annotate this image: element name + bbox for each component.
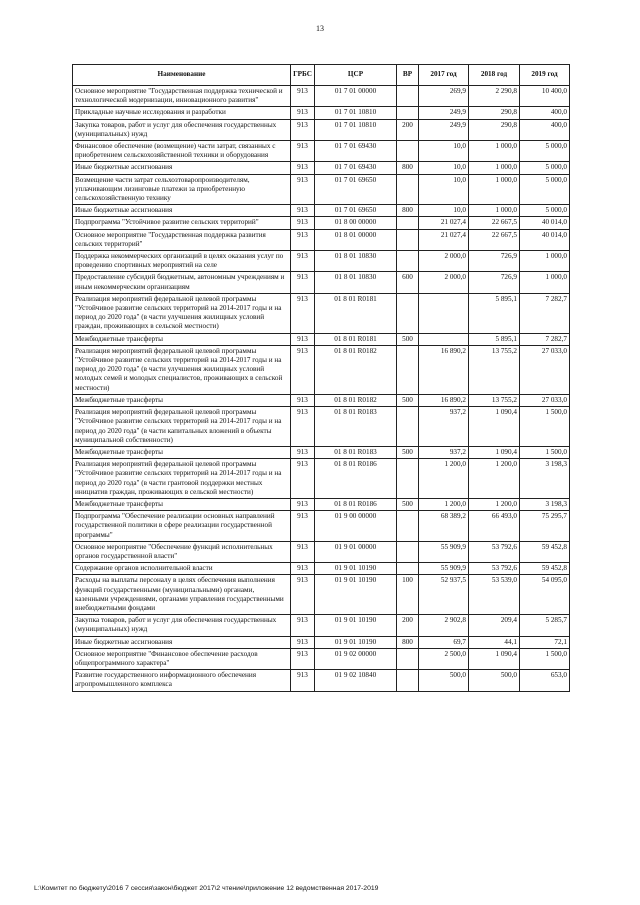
- table-row: [73, 162, 570, 174]
- cell-2019: 7 282,7: [520, 293, 570, 333]
- table-row: [73, 511, 570, 542]
- table-row: [73, 174, 570, 205]
- cell-2017: 69,7: [419, 636, 469, 648]
- col-header-csr: ЦСР: [315, 65, 397, 86]
- col-header-name: Наименование: [73, 65, 291, 86]
- cell-vr: [397, 407, 419, 447]
- cell-csr: 01 8 01 R0183: [315, 446, 397, 458]
- cell-2018: 13 755,2: [469, 345, 520, 394]
- cell-2019: 1 500,0: [520, 407, 570, 447]
- cell-2019: 653,0: [520, 670, 570, 691]
- cell-2018: 1 200,0: [469, 498, 520, 510]
- cell-grbs: 913: [291, 162, 315, 174]
- cell-2017: 500,0: [419, 670, 469, 691]
- cell-2019: 27 033,0: [520, 394, 570, 406]
- cell-name: Финансовое обеспечение (возмещение) части затрат, связанных с приобретением сельскохозяйственной техники и оборудования: [73, 141, 291, 162]
- cell-2018: 66 493,0: [469, 511, 520, 542]
- cell-grbs: 913: [291, 119, 315, 140]
- cell-2019: 59 452,8: [520, 563, 570, 575]
- cell-2018: 290,8: [469, 119, 520, 140]
- cell-name: Закупка товаров, работ и услуг для обеспечения государственных (муниципальных) нужд: [73, 119, 291, 140]
- cell-2018: 53 792,6: [469, 541, 520, 562]
- table-row: [73, 107, 570, 119]
- cell-2018: 209,4: [469, 615, 520, 636]
- cell-2019: 54 095,0: [520, 575, 570, 615]
- cell-name: Межбюджетные трансферты: [73, 333, 291, 345]
- cell-2018: 1 090,4: [469, 446, 520, 458]
- cell-2018: 2 290,8: [469, 86, 520, 107]
- cell-2017: 16 890,2: [419, 394, 469, 406]
- cell-2019: 75 295,7: [520, 511, 570, 542]
- cell-2017: 1 200,0: [419, 498, 469, 510]
- cell-csr: 01 8 01 R0182: [315, 345, 397, 394]
- cell-vr: [397, 251, 419, 272]
- cell-name: Реализация мероприятий федеральной целевой программы "Устойчивое развитие сельских территорий на 2014-2017 годы и на период до 2020 года" (в части улучшения жилищных условий молодых семей и молодых специалистов, проживающих в сельской местности): [73, 345, 291, 394]
- cell-vr: [397, 459, 419, 499]
- cell-vr: 200: [397, 615, 419, 636]
- cell-2019: 59 452,8: [520, 541, 570, 562]
- cell-2017: 249,9: [419, 107, 469, 119]
- cell-csr: 01 7 01 10810: [315, 119, 397, 140]
- cell-vr: [397, 107, 419, 119]
- cell-csr: 01 9 01 10190: [315, 575, 397, 615]
- cell-name: Межбюджетные трансферты: [73, 446, 291, 458]
- cell-grbs: 913: [291, 217, 315, 229]
- col-header-vr: ВР: [397, 65, 419, 86]
- cell-2019: 1 500,0: [520, 446, 570, 458]
- cell-grbs: 913: [291, 86, 315, 107]
- cell-grbs: 913: [291, 648, 315, 669]
- table-row: [73, 272, 570, 293]
- cell-name: Реализация мероприятий федеральной целевой программы "Устойчивое развитие сельских территорий на 2014-2017 годы и на период до 2020 года" (в части грантовой поддержки местных инициатив граждан, проживающих в сельской местности): [73, 459, 291, 499]
- cell-2017: 269,9: [419, 86, 469, 107]
- cell-2018: 44,1: [469, 636, 520, 648]
- cell-grbs: 913: [291, 615, 315, 636]
- cell-name: Прикладные научные исследования и разработки: [73, 107, 291, 119]
- cell-2017: 55 909,9: [419, 541, 469, 562]
- cell-2018: 1 090,4: [469, 407, 520, 447]
- cell-name: Основное мероприятие "Обеспечение функций исполнительных органов государственной власти": [73, 541, 291, 562]
- cell-name: Иные бюджетные ассигнования: [73, 162, 291, 174]
- table-row: [73, 575, 570, 615]
- cell-vr: 500: [397, 333, 419, 345]
- page-number: 13: [316, 24, 324, 33]
- file-path-footer: L:\Комитет по бюджету\2016 7 сессия\закон\бюджет 2017\2 чтение\приложение 12 ведомственная 2017-2019: [34, 885, 379, 892]
- cell-2017: 937,2: [419, 446, 469, 458]
- cell-csr: 01 9 01 10190: [315, 563, 397, 575]
- table-row: [73, 563, 570, 575]
- cell-name: Основное мероприятие "Государственная поддержка технической и технологической модернизации, инновационного развития": [73, 86, 291, 107]
- cell-grbs: 913: [291, 251, 315, 272]
- cell-vr: [397, 541, 419, 562]
- cell-vr: [397, 345, 419, 394]
- cell-grbs: 913: [291, 107, 315, 119]
- table-row: [73, 407, 570, 447]
- cell-name: Межбюджетные трансферты: [73, 498, 291, 510]
- cell-2017: 2 000,0: [419, 272, 469, 293]
- cell-grbs: 913: [291, 636, 315, 648]
- cell-name: Предоставление субсидий бюджетным, автономным учреждениям и иным некоммерческим организациям: [73, 272, 291, 293]
- cell-csr: 01 8 01 R0181: [315, 293, 397, 333]
- cell-grbs: 913: [291, 272, 315, 293]
- cell-2017: 937,2: [419, 407, 469, 447]
- cell-vr: [397, 293, 419, 333]
- cell-vr: 500: [397, 394, 419, 406]
- cell-2017: 10,0: [419, 205, 469, 217]
- cell-2018: 53 792,6: [469, 563, 520, 575]
- cell-grbs: 913: [291, 670, 315, 691]
- table-row: [73, 205, 570, 217]
- cell-csr: 01 9 00 00000: [315, 511, 397, 542]
- cell-grbs: 913: [291, 446, 315, 458]
- cell-2019: 40 014,0: [520, 217, 570, 229]
- cell-2018: 726,9: [469, 272, 520, 293]
- cell-2017: 10,0: [419, 141, 469, 162]
- cell-name: Основное мероприятие "Государственная поддержка развития сельских территорий": [73, 229, 291, 250]
- table-row: [73, 333, 570, 345]
- table-row: [73, 648, 570, 669]
- table-row: [73, 229, 570, 250]
- cell-name: Подпрограмма "Устойчивое развитие сельских территорий": [73, 217, 291, 229]
- table-body: [73, 86, 570, 692]
- cell-vr: [397, 217, 419, 229]
- cell-2017: [419, 293, 469, 333]
- cell-vr: [397, 174, 419, 205]
- cell-csr: 01 9 01 10190: [315, 636, 397, 648]
- cell-csr: 01 8 01 R0186: [315, 459, 397, 499]
- table-row: [73, 541, 570, 562]
- cell-grbs: 913: [291, 563, 315, 575]
- cell-csr: 01 9 02 00000: [315, 648, 397, 669]
- cell-csr: 01 7 01 00000: [315, 86, 397, 107]
- cell-vr: [397, 86, 419, 107]
- cell-vr: [397, 563, 419, 575]
- cell-csr: 01 7 01 69430: [315, 141, 397, 162]
- cell-2017: 10,0: [419, 162, 469, 174]
- cell-2019: 72,1: [520, 636, 570, 648]
- col-header-2019: 2019 год: [520, 65, 570, 86]
- cell-2017: 2 500,0: [419, 648, 469, 669]
- cell-2018: 1 000,0: [469, 162, 520, 174]
- cell-vr: [397, 511, 419, 542]
- cell-name: Поддержка некоммерческих организаций в целях оказания услуг по проведению спортивных мероприятий на селе: [73, 251, 291, 272]
- cell-2018: 1 000,0: [469, 205, 520, 217]
- cell-2018: 22 667,5: [469, 229, 520, 250]
- cell-grbs: 913: [291, 205, 315, 217]
- cell-2018: 1 000,0: [469, 141, 520, 162]
- table-row: [73, 394, 570, 406]
- cell-2018: 1 000,0: [469, 174, 520, 205]
- budget-table: [72, 64, 570, 692]
- cell-vr: 100: [397, 575, 419, 615]
- cell-name: Иные бюджетные ассигнования: [73, 205, 291, 217]
- cell-name: Межбюджетные трансферты: [73, 394, 291, 406]
- cell-2017: [419, 333, 469, 345]
- cell-2019: 10 400,0: [520, 86, 570, 107]
- cell-2017: 10,0: [419, 174, 469, 205]
- cell-grbs: 913: [291, 141, 315, 162]
- cell-grbs: 913: [291, 407, 315, 447]
- cell-2017: 1 200,0: [419, 459, 469, 499]
- col-header-2018: 2018 год: [469, 65, 520, 86]
- cell-2017: 52 937,5: [419, 575, 469, 615]
- cell-grbs: 913: [291, 394, 315, 406]
- table-row: [73, 446, 570, 458]
- cell-2019: 5 000,0: [520, 162, 570, 174]
- cell-csr: 01 8 00 00000: [315, 217, 397, 229]
- cell-2018: 500,0: [469, 670, 520, 691]
- header-row: [73, 65, 570, 86]
- table-row: [73, 119, 570, 140]
- cell-2018: 1 200,0: [469, 459, 520, 499]
- cell-2018: 290,8: [469, 107, 520, 119]
- cell-name: Подпрограмма "Обеспечение реализации основных направлений государственной политики в сфере реализации государственной программы": [73, 511, 291, 542]
- cell-2019: 3 198,3: [520, 459, 570, 499]
- cell-2018: 53 539,0: [469, 575, 520, 615]
- cell-vr: 800: [397, 162, 419, 174]
- cell-csr: 01 8 01 R0182: [315, 394, 397, 406]
- cell-2019: 27 033,0: [520, 345, 570, 394]
- table-row: [73, 615, 570, 636]
- cell-vr: [397, 229, 419, 250]
- cell-2019: 3 198,3: [520, 498, 570, 510]
- cell-csr: 01 9 02 10840: [315, 670, 397, 691]
- cell-2019: 5 000,0: [520, 205, 570, 217]
- cell-vr: 500: [397, 498, 419, 510]
- cell-csr: 01 7 01 69650: [315, 205, 397, 217]
- cell-grbs: 913: [291, 174, 315, 205]
- cell-2018: 726,9: [469, 251, 520, 272]
- cell-csr: 01 7 01 10810: [315, 107, 397, 119]
- cell-2018: 5 895,1: [469, 333, 520, 345]
- table-row: [73, 293, 570, 333]
- cell-2019: 1 500,0: [520, 648, 570, 669]
- cell-vr: 500: [397, 446, 419, 458]
- cell-grbs: 913: [291, 229, 315, 250]
- cell-csr: 01 7 01 69430: [315, 162, 397, 174]
- cell-grbs: 913: [291, 293, 315, 333]
- table-row: [73, 345, 570, 394]
- cell-grbs: 913: [291, 498, 315, 510]
- cell-2017: 21 027,4: [419, 229, 469, 250]
- cell-2019: 400,0: [520, 107, 570, 119]
- table-row: [73, 141, 570, 162]
- cell-2017: 55 909,9: [419, 563, 469, 575]
- cell-name: Возмещение части затрат сельхозтоваропроизводителям, уплачивающим лизинговые платежи за приобретенную сельскохозяйственную технику: [73, 174, 291, 205]
- cell-grbs: 913: [291, 511, 315, 542]
- cell-csr: 01 9 01 10190: [315, 615, 397, 636]
- cell-2017: 2 000,0: [419, 251, 469, 272]
- cell-name: Расходы на выплаты персоналу в целях обеспечения выполнения функций государственными (муниципальными) органами, казенными учреждениями, органами управления государственными внебюджетными фондами: [73, 575, 291, 615]
- cell-csr: 01 8 01 R0181: [315, 333, 397, 345]
- cell-vr: 800: [397, 636, 419, 648]
- cell-csr: 01 8 01 R0186: [315, 498, 397, 510]
- cell-2017: 21 027,4: [419, 217, 469, 229]
- cell-csr: 01 7 01 69650: [315, 174, 397, 205]
- cell-2019: 5 000,0: [520, 174, 570, 205]
- cell-csr: 01 8 01 00000: [315, 229, 397, 250]
- table-row: [73, 670, 570, 691]
- cell-name: Иные бюджетные ассигнования: [73, 636, 291, 648]
- cell-2018: 22 667,5: [469, 217, 520, 229]
- cell-2017: 16 890,2: [419, 345, 469, 394]
- cell-vr: [397, 648, 419, 669]
- table-row: [73, 251, 570, 272]
- cell-name: Реализация мероприятий федеральной целевой программы "Устойчивое развитие сельских территорий на 2014-2017 годы и на период до 2020 года" (в части улучшения жилищных условий граждан, проживающих в сельской местности): [73, 293, 291, 333]
- cell-csr: 01 9 01 00000: [315, 541, 397, 562]
- cell-vr: 600: [397, 272, 419, 293]
- table-row: [73, 217, 570, 229]
- cell-vr: [397, 670, 419, 691]
- cell-2018: 5 895,1: [469, 293, 520, 333]
- col-header-2017: 2017 год: [419, 65, 469, 86]
- cell-grbs: 913: [291, 541, 315, 562]
- cell-2017: 2 902,8: [419, 615, 469, 636]
- cell-2017: 68 389,2: [419, 511, 469, 542]
- cell-2019: 1 000,0: [520, 251, 570, 272]
- cell-2018: 1 090,4: [469, 648, 520, 669]
- table-row: [73, 498, 570, 510]
- cell-2019: 1 000,0: [520, 272, 570, 293]
- cell-2019: 7 282,7: [520, 333, 570, 345]
- cell-name: Закупка товаров, работ и услуг для обеспечения государственных (муниципальных) нужд: [73, 615, 291, 636]
- cell-csr: 01 8 01 R0183: [315, 407, 397, 447]
- cell-grbs: 913: [291, 575, 315, 615]
- cell-grbs: 913: [291, 333, 315, 345]
- cell-csr: 01 8 01 10830: [315, 251, 397, 272]
- col-header-grbs: ГРБС: [291, 65, 315, 86]
- cell-grbs: 913: [291, 345, 315, 394]
- cell-2019: 5 285,7: [520, 615, 570, 636]
- table-row: [73, 459, 570, 499]
- cell-vr: 800: [397, 205, 419, 217]
- cell-name: Содержание органов исполнительной власти: [73, 563, 291, 575]
- cell-csr: 01 8 01 10830: [315, 272, 397, 293]
- table-row: [73, 86, 570, 107]
- cell-vr: 200: [397, 119, 419, 140]
- cell-name: Развитие государственного информационного обеспечения агропромышленного комплекса: [73, 670, 291, 691]
- cell-grbs: 913: [291, 459, 315, 499]
- table-row: [73, 636, 570, 648]
- cell-2019: 5 000,0: [520, 141, 570, 162]
- cell-name: Основное мероприятие "Финансовое обеспечение расходов общепрограммного характера": [73, 648, 291, 669]
- cell-2019: 400,0: [520, 119, 570, 140]
- cell-vr: [397, 141, 419, 162]
- cell-name: Реализация мероприятий федеральной целевой программы "Устойчивое развитие сельских территорий на 2014-2017 годы и на период до 2020 года" (в части капитальных вложений в объекты муниципальной собственности): [73, 407, 291, 447]
- cell-2018: 13 755,2: [469, 394, 520, 406]
- cell-2019: 40 014,0: [520, 229, 570, 250]
- cell-2017: 249,9: [419, 119, 469, 140]
